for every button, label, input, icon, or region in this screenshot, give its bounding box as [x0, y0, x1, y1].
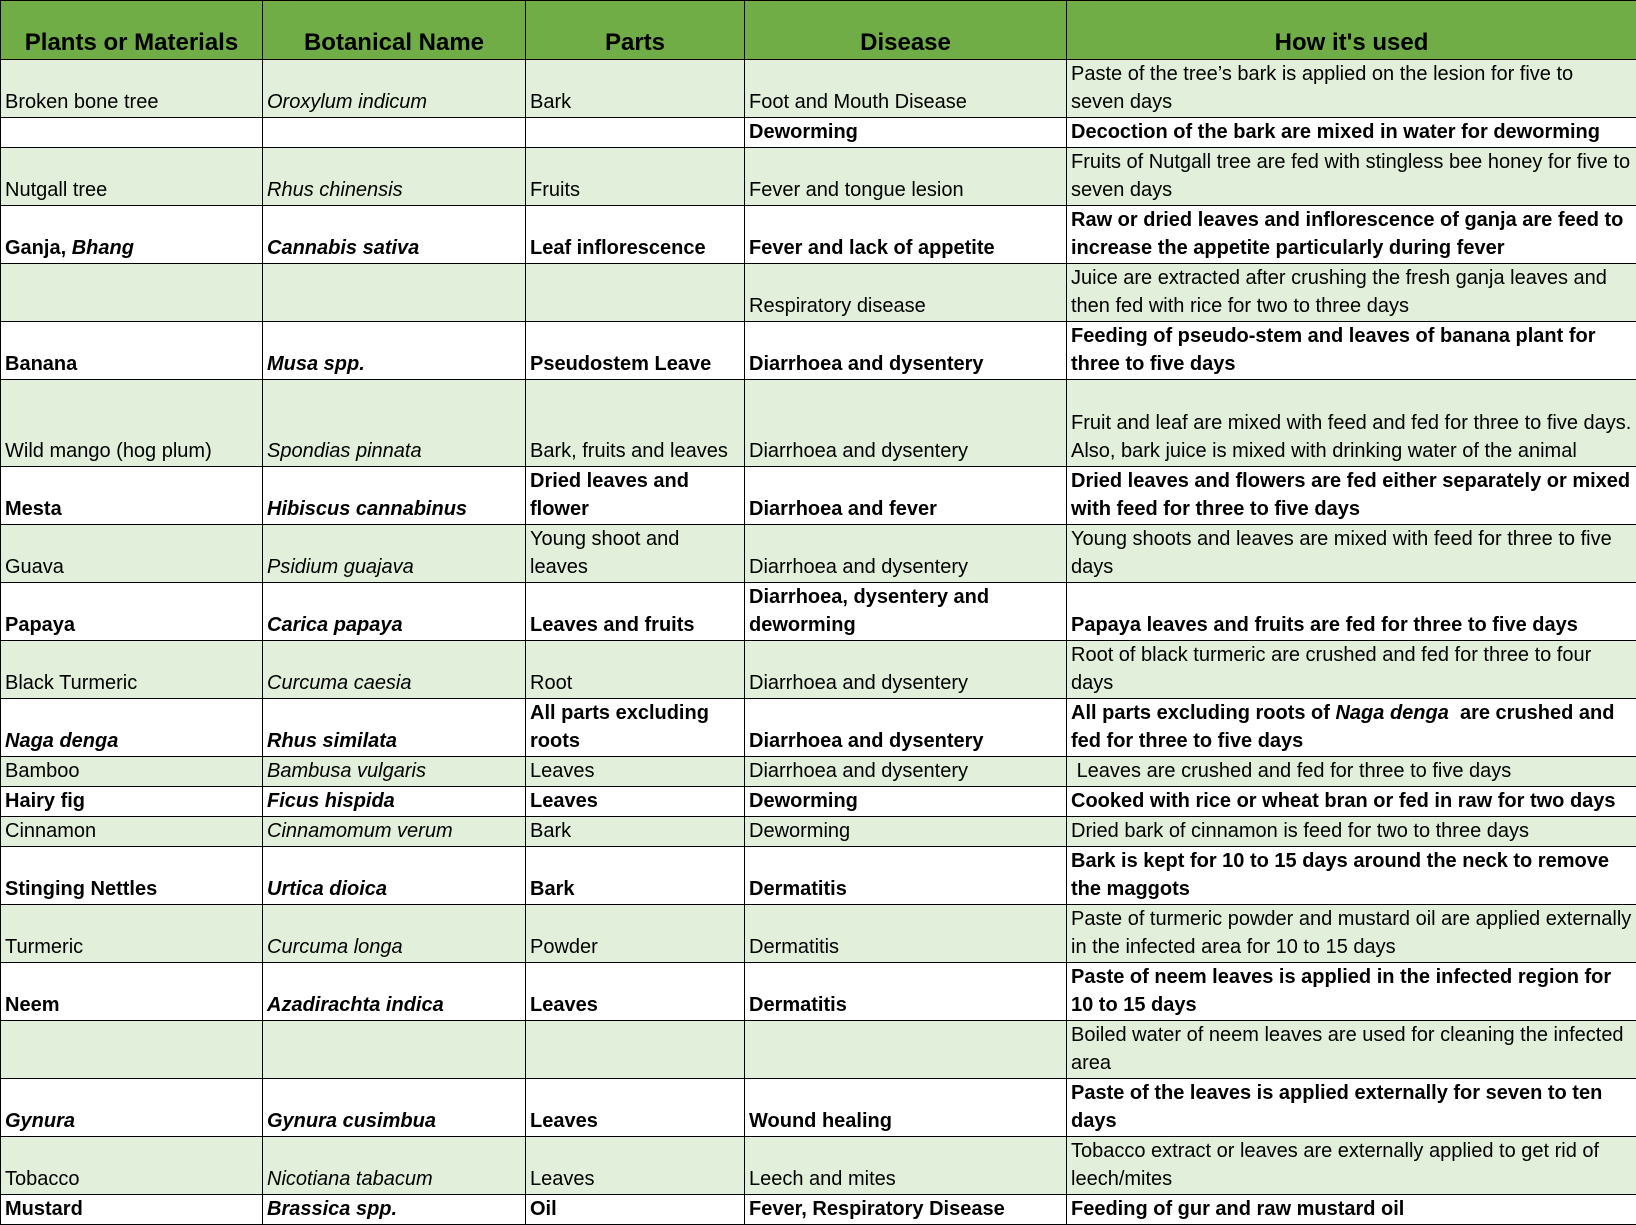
- disease-cell: Diarrhoea and dysentery: [745, 757, 1067, 787]
- plant-cell: Mesta: [1, 467, 263, 525]
- plant-cell: Gynura: [1, 1079, 263, 1137]
- header-disease: Disease: [745, 1, 1067, 60]
- usage-cell: Juice are extracted after crushing the fresh ganja leaves and then fed with rice for two to three days: [1067, 264, 1636, 322]
- plant-cell: Papaya: [1, 583, 263, 641]
- table-row: [1, 641, 1636, 699]
- parts-cell: Bark: [526, 817, 745, 847]
- parts-cell: Root: [526, 641, 745, 699]
- plant-name: Ganja,: [5, 237, 72, 259]
- header-parts: Parts: [526, 1, 745, 60]
- botanical-cell: Ficus hispida: [263, 787, 526, 817]
- botanical-cell: [263, 1021, 526, 1079]
- header-usage: How it's used: [1067, 1, 1636, 60]
- table-row: [1, 1079, 1636, 1137]
- usage-text-italic: Naga denga: [1335, 702, 1448, 724]
- usage-cell: Fruits of Nutgall tree are fed with stingless bee honey for five to seven days: [1067, 148, 1636, 206]
- botanical-cell: Gynura cusimbua: [263, 1079, 526, 1137]
- parts-cell: [526, 264, 745, 322]
- botanical-cell: Psidium guajava: [263, 525, 526, 583]
- table-row: [1, 699, 1636, 757]
- table-row: [1, 817, 1636, 847]
- usage-cell: Leaves are crushed and fed for three to five days: [1067, 757, 1636, 787]
- disease-cell: Diarrhoea, dysentery and deworming: [745, 583, 1067, 641]
- disease-cell: Deworming: [745, 118, 1067, 148]
- usage-cell: Papaya leaves and fruits are fed for three to five days: [1067, 583, 1636, 641]
- usage-cell: Raw or dried leaves and inflorescence of ganja are feed to increase the appetite particularly during fever: [1067, 206, 1636, 264]
- table-row: [1, 787, 1636, 817]
- botanical-cell: Curcuma caesia: [263, 641, 526, 699]
- plant-cell: Bamboo: [1, 757, 263, 787]
- table-row: [1, 583, 1636, 641]
- disease-cell: Respiratory disease: [745, 264, 1067, 322]
- disease-cell: Deworming: [745, 787, 1067, 817]
- plant-cell: Naga denga: [1, 699, 263, 757]
- parts-cell: Dried leaves and flower: [526, 467, 745, 525]
- parts-cell: Leaves: [526, 1079, 745, 1137]
- usage-cell: Young shoots and leaves are mixed with feed for three to five days: [1067, 525, 1636, 583]
- parts-cell: Bark, fruits and leaves: [526, 380, 745, 467]
- usage-cell: Boiled water of neem leaves are used for cleaning the infected area: [1067, 1021, 1636, 1079]
- parts-cell: Leaves: [526, 787, 745, 817]
- usage-cell: Root of black turmeric are crushed and fed for three to four days: [1067, 641, 1636, 699]
- disease-cell: Diarrhoea and dysentery: [745, 525, 1067, 583]
- parts-cell: Oil: [526, 1195, 745, 1225]
- plant-cell: Neem: [1, 963, 263, 1021]
- usage-cell: Tobacco extract or leaves are externally applied to get rid of leech/mites: [1067, 1137, 1636, 1195]
- plant-cell: [1, 206, 263, 264]
- disease-cell: [745, 1021, 1067, 1079]
- plant-cell: Wild mango (hog plum): [1, 380, 263, 467]
- table-row: [1, 905, 1636, 963]
- parts-cell: Powder: [526, 905, 745, 963]
- usage-text: All parts excluding roots of: [1071, 702, 1335, 724]
- disease-cell: Diarrhoea and dysentery: [745, 380, 1067, 467]
- plant-cell: Broken bone tree: [1, 60, 263, 118]
- plant-name-italic: Bhang: [72, 237, 134, 259]
- botanical-cell: Hibiscus cannabinus: [263, 467, 526, 525]
- table-row: [1, 380, 1636, 467]
- parts-cell: Young shoot and leaves: [526, 525, 745, 583]
- parts-cell: Pseudostem Leave: [526, 322, 745, 380]
- table-row: [1, 467, 1636, 525]
- botanical-cell: Musa spp.: [263, 322, 526, 380]
- usage-cell: Feeding of gur and raw mustard oil: [1067, 1195, 1636, 1225]
- plant-cell: [1, 264, 263, 322]
- header-plants: Plants or Materials: [1, 1, 263, 60]
- botanical-cell: [263, 264, 526, 322]
- parts-cell: Fruits: [526, 148, 745, 206]
- botanical-cell: Cinnamomum verum: [263, 817, 526, 847]
- disease-cell: Diarrhoea and dysentery: [745, 641, 1067, 699]
- usage-cell: Paste of turmeric powder and mustard oil are applied externally in the infected area for 10 to 15 days: [1067, 905, 1636, 963]
- parts-cell: Leaves and fruits: [526, 583, 745, 641]
- disease-cell: Leech and mites: [745, 1137, 1067, 1195]
- botanical-cell: Oroxylum indicum: [263, 60, 526, 118]
- header-row: [1, 1, 1636, 60]
- parts-cell: Leaves: [526, 1137, 745, 1195]
- usage-cell: Dried bark of cinnamon is feed for two to three days: [1067, 817, 1636, 847]
- usage-cell: Paste of neem leaves is applied in the infected region for 10 to 15 days: [1067, 963, 1636, 1021]
- plant-cell: Banana: [1, 322, 263, 380]
- parts-cell: Leaves: [526, 963, 745, 1021]
- parts-cell: [526, 118, 745, 148]
- plant-cell: Nutgall tree: [1, 148, 263, 206]
- botanical-cell: Spondias pinnata: [263, 380, 526, 467]
- botanical-cell: Carica papaya: [263, 583, 526, 641]
- disease-cell: Foot and Mouth Disease: [745, 60, 1067, 118]
- usage-cell: Dried leaves and flowers are fed either separately or mixed with feed for three to five days: [1067, 467, 1636, 525]
- usage-text: are crushed and fed for three to five days: [1071, 702, 1620, 752]
- usage-cell: Cooked with rice or wheat bran or fed in raw for two days: [1067, 787, 1636, 817]
- parts-cell: All parts excluding roots: [526, 699, 745, 757]
- disease-cell: Dermatitis: [745, 847, 1067, 905]
- table-row: [1, 60, 1636, 118]
- botanical-cell: [263, 118, 526, 148]
- plant-cell: Guava: [1, 525, 263, 583]
- parts-cell: [526, 1021, 745, 1079]
- table-row: [1, 322, 1636, 380]
- botanical-cell: Rhus similata: [263, 699, 526, 757]
- disease-cell: Diarrhoea and dysentery: [745, 322, 1067, 380]
- plant-cell: [1, 1021, 263, 1079]
- table-row: [1, 1195, 1636, 1225]
- botanical-cell: Cannabis sativa: [263, 206, 526, 264]
- disease-cell: Diarrhoea and fever: [745, 467, 1067, 525]
- table-row: [1, 525, 1636, 583]
- plant-cell: Tobacco: [1, 1137, 263, 1195]
- usage-cell: Feeding of pseudo-stem and leaves of banana plant for three to five days: [1067, 322, 1636, 380]
- botanical-cell: Bambusa vulgaris: [263, 757, 526, 787]
- plant-cell: Hairy fig: [1, 787, 263, 817]
- disease-cell: Fever, Respiratory Disease: [745, 1195, 1067, 1225]
- parts-cell: Bark: [526, 60, 745, 118]
- disease-cell: Fever and lack of appetite: [745, 206, 1067, 264]
- plant-cell: Cinnamon: [1, 817, 263, 847]
- usage-cell: Paste of the tree’s bark is applied on the lesion for five to seven days: [1067, 60, 1636, 118]
- usage-cell: Bark is kept for 10 to 15 days around the neck to remove the maggots: [1067, 847, 1636, 905]
- botanical-cell: Urtica dioica: [263, 847, 526, 905]
- usage-cell: Paste of the leaves is applied externally for seven to ten days: [1067, 1079, 1636, 1137]
- plant-cell: Black Turmeric: [1, 641, 263, 699]
- header-botanical: Botanical Name: [263, 1, 526, 60]
- disease-cell: Diarrhoea and dysentery: [745, 699, 1067, 757]
- botanical-cell: Brassica spp.: [263, 1195, 526, 1225]
- disease-cell: Fever and tongue lesion: [745, 148, 1067, 206]
- table-row: [1, 206, 1636, 264]
- disease-cell: Dermatitis: [745, 963, 1067, 1021]
- plant-cell: Turmeric: [1, 905, 263, 963]
- table-row: [1, 148, 1636, 206]
- usage-cell: Decoction of the bark are mixed in water for deworming: [1067, 118, 1636, 148]
- parts-cell: Leaf inflorescence: [526, 206, 745, 264]
- disease-cell: Dermatitis: [745, 905, 1067, 963]
- table-row: [1, 757, 1636, 787]
- botanical-cell: Azadirachta indica: [263, 963, 526, 1021]
- parts-cell: Bark: [526, 847, 745, 905]
- botanical-cell: Nicotiana tabacum: [263, 1137, 526, 1195]
- table-row: [1, 264, 1636, 322]
- plant-cell: Mustard: [1, 1195, 263, 1225]
- table-row: [1, 963, 1636, 1021]
- disease-cell: Wound healing: [745, 1079, 1067, 1137]
- plant-cell: [1, 118, 263, 148]
- table-row: [1, 847, 1636, 905]
- botanical-cell: Rhus chinensis: [263, 148, 526, 206]
- table-row: [1, 118, 1636, 148]
- disease-cell: Deworming: [745, 817, 1067, 847]
- botanical-cell: Curcuma longa: [263, 905, 526, 963]
- table-row: [1, 1021, 1636, 1079]
- usage-cell: [1067, 699, 1636, 757]
- usage-cell: Fruit and leaf are mixed with feed and fed for three to five days. Also, bark juice is mixed with drinking water of the animal: [1067, 380, 1636, 467]
- parts-cell: Leaves: [526, 757, 745, 787]
- plant-cell: Stinging Nettles: [1, 847, 263, 905]
- table-row: [1, 1137, 1636, 1195]
